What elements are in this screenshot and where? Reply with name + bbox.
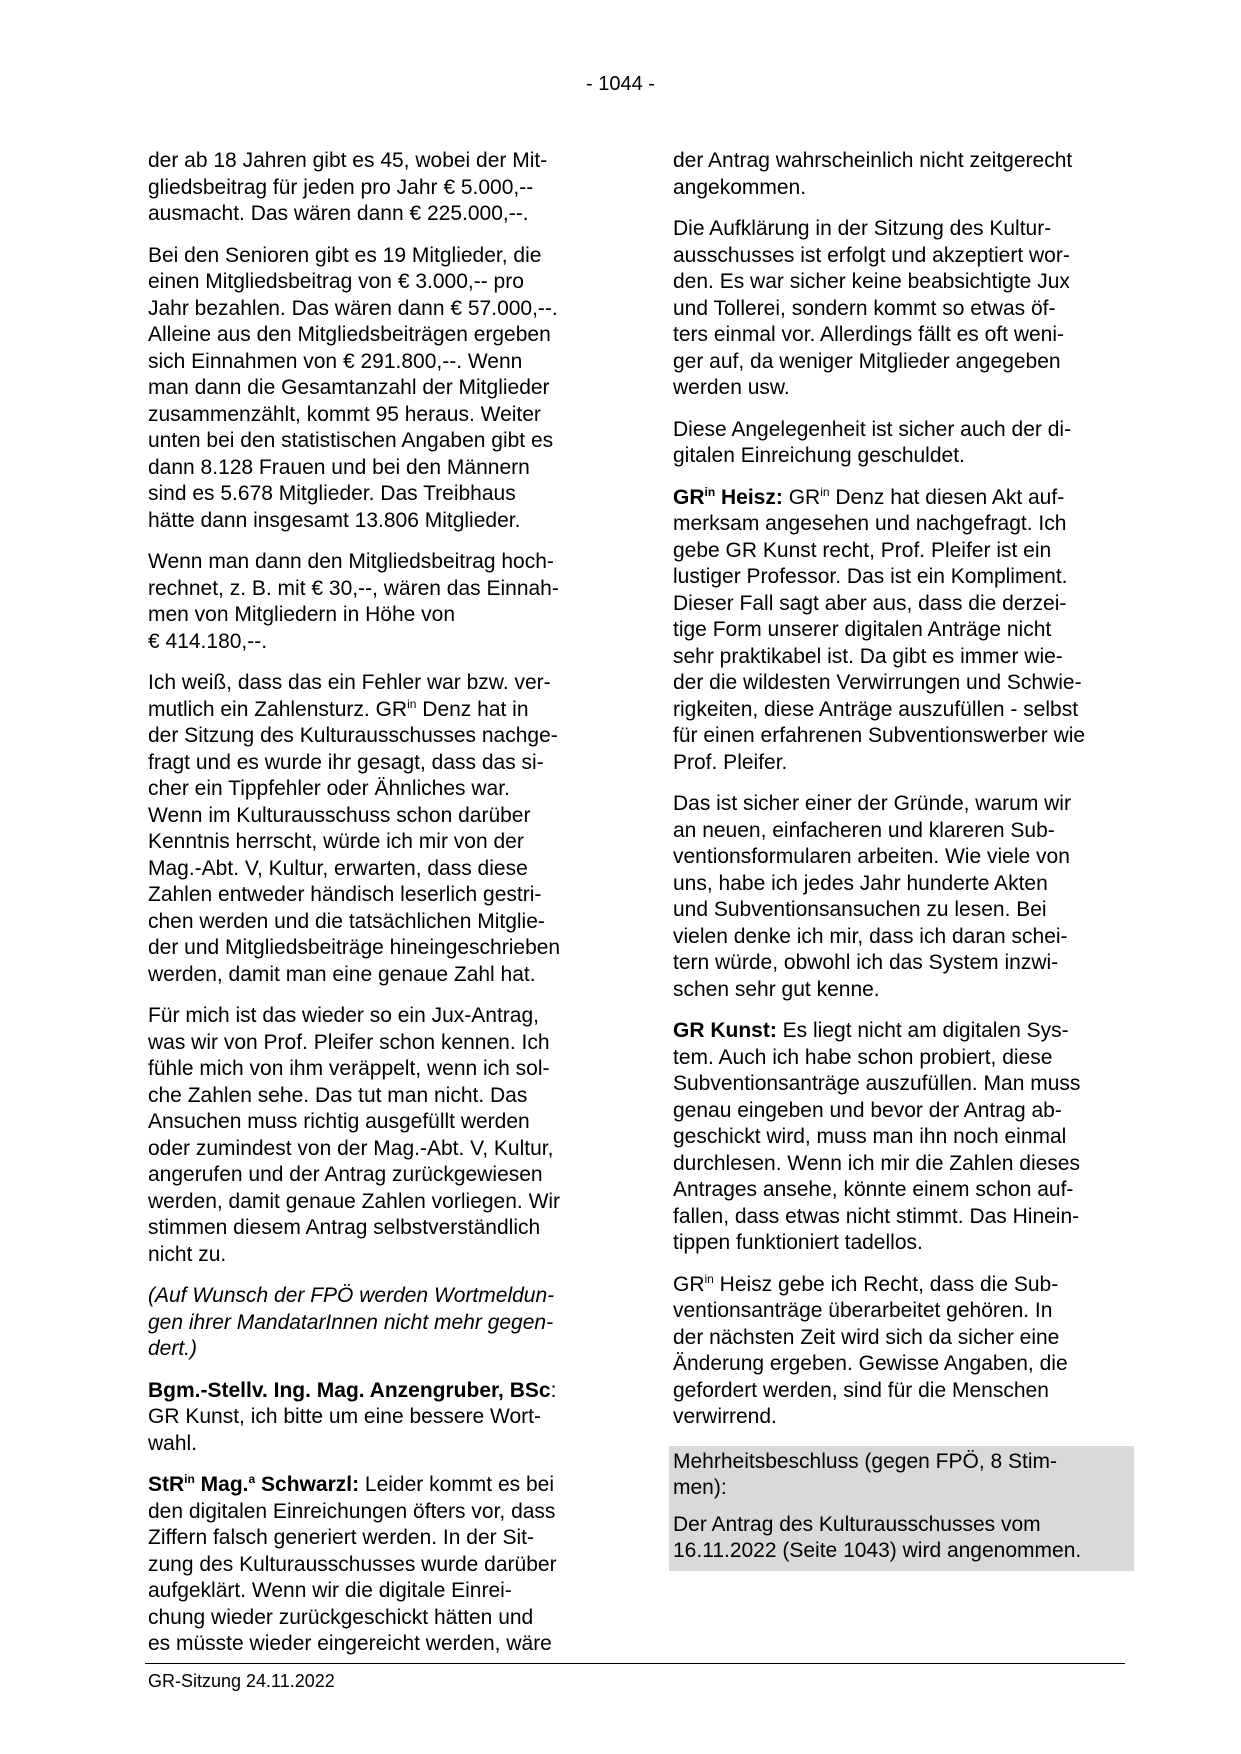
text-line: sich Einnahmen von € 291.800,--. Wenn [148, 349, 523, 373]
text-line: unten bei den statistischen Angaben gibt es [148, 429, 554, 452]
text-line: Wenn man dann den Mitgliedsbeitrag hoch- [148, 550, 554, 573]
text-line: der Sitzung des Kulturausschusses nachge- [148, 724, 558, 747]
text-line: 16.11.2022 (Seite 1043) wird angenommen. [673, 1539, 1082, 1562]
text-line: Ich weiß, dass das ein Fehler war bzw. ver- [148, 671, 551, 694]
text-line: ausmacht. Das wären dann € 225.000,--. [148, 202, 529, 225]
paragraph [673, 417, 1125, 470]
text-line: tem. Auch ich habe schon probiert, diese [673, 1045, 1053, 1069]
text-line: lustiger Professor. Das ist ein Kompliment. [673, 565, 1068, 588]
text-line: was wir von Prof. Pleifer schon kennen. Ich [148, 1030, 550, 1054]
paragraph [673, 1449, 1130, 1502]
text-line: € 414.180,--. [148, 629, 268, 653]
paragraph [673, 1512, 1130, 1565]
text-line: men): [673, 1476, 727, 1499]
text-line: geschickt wird, muss man ihn noch einmal [673, 1125, 1067, 1148]
footer-text: GR-Sitzung 24.11.2022 [148, 1671, 335, 1691]
text-line: chung wieder zurückgeschickt hätten und [148, 1605, 534, 1629]
text-line: es müsste wieder eingereicht werden, wäre [148, 1632, 552, 1655]
text-line: Der Antrag des Kulturausschusses vom [673, 1512, 1041, 1536]
text-line: Mehrheitsbeschluss (gegen FPÖ, 8 Stim- [673, 1449, 1057, 1473]
superscript: in [407, 696, 417, 711]
text-line: an neuen, einfacheren und klareren Sub- [673, 818, 1055, 842]
text-line: gebe GR Kunst recht, Prof. Pleifer ist ein [673, 538, 1052, 562]
text-line: Ansuchen muss richtig ausgefüllt werden [148, 1110, 530, 1133]
text-line: werden, damit man eine genaue Zahl hat. [148, 962, 536, 986]
text-line: mutlich ein Zahlensturz. $GR^{in}$ Denz hat in [148, 696, 529, 721]
text-line: wahl. [148, 1431, 198, 1455]
text-line: Das ist sicher einer der Gründe, warum wir [673, 792, 1071, 815]
text-line: ventionsanträge überarbeitet gehören. In [673, 1299, 1053, 1322]
superscript: in [820, 484, 830, 499]
text-line: durchlesen. Wenn ich mir die Zahlen dieses [673, 1151, 1080, 1175]
text-line: gliedsbeitrag für jeden pro Jahr € 5.000,-- [148, 175, 534, 199]
paragraph [148, 670, 603, 988]
superscript: in [184, 1472, 195, 1486]
text-line: angerufen und der Antrag zurückgewiesen [148, 1163, 543, 1186]
text-line: der und Mitgliedsbeiträge hineingeschrieben [148, 936, 561, 959]
text-line: werden, damit genaue Zahlen vorliegen. Wir [148, 1189, 561, 1213]
text-line: merksam angesehen und nachgefragt. Ich [673, 512, 1067, 535]
paragraph [148, 1472, 603, 1658]
text-line: Jahr bezahlen. Das wären dann € 57.000,--. [148, 296, 558, 320]
text-line: StR$^{in}$ Mag.$^a$ Schwarzl: Leider kommt es bei [148, 1472, 554, 1496]
paragraph [673, 1018, 1125, 1257]
text-line: che Zahlen sehe. Das tut man nicht. Das [148, 1083, 528, 1107]
text-line: Prof. Pleifer. [673, 750, 788, 774]
text-line: Bei den Senioren gibt es 19 Mitglieder, die [148, 243, 542, 267]
text-line: cher ein Tippfehler oder Ähnliches war. [148, 777, 510, 800]
text-line: sind es 5.678 Mitglieder. Das Treibhaus [148, 482, 516, 505]
text-line: Dieser Fall sagt aber aus, dass die derzei- [673, 591, 1067, 615]
left-column [148, 148, 603, 1673]
text-line: gen ihrer MandatarInnen nicht mehr gegen- [148, 1310, 554, 1334]
text-line: $GR^{in}$ Heisz: $GR^{in}$ Denz hat diesen Akt auf- [673, 484, 1065, 509]
text-line: Alleine aus den Mitgliedsbeiträgen ergeben [148, 323, 551, 346]
footer-rule [145, 1663, 1125, 1664]
superscript: in [704, 484, 716, 499]
superscript: in [704, 1271, 714, 1286]
speaker-name: GR Kunst: [673, 1019, 777, 1042]
text-line: Ziffern falsch generiert werden. In der Sit- [148, 1526, 534, 1549]
text-line: und Tollerei, sondern kommt so etwas öf- [673, 296, 1056, 320]
paragraph [148, 1003, 603, 1268]
text-line: genau eingeben und bevor der Antrag ab- [673, 1098, 1062, 1122]
speaker-name: $GR^{in}$ Heisz: [673, 484, 783, 509]
speaker-name: StR$^{in}$ Mag.$^a$ Schwarzl: [148, 1472, 360, 1496]
text-line: Subventionsanträge auszufüllen. Man muss [673, 1072, 1081, 1095]
text-line: tige Form unserer digitalen Anträge nicht [673, 618, 1052, 641]
page-number: - 1044 - [586, 73, 655, 95]
text-line: hätte dann insgesamt 13.806 Mitglieder. [148, 508, 521, 532]
text-line: Mag.-Abt. V, Kultur, erwarten, dass diese [148, 856, 528, 880]
text-line: oder zumindest von der Mag.-Abt. V, Kultur, [148, 1136, 554, 1160]
text-line: gefordert werden, sind für die Menschen [673, 1378, 1049, 1402]
text-line: fühle mich von ihm veräppelt, wenn ich sol- [148, 1057, 550, 1080]
text-line: ausschusses ist erfolgt und akzeptiert wor- [673, 243, 1070, 267]
text-line: der Antrag wahrscheinlich nicht zeitgerecht [673, 149, 1073, 172]
text-line: rechnet, z. B. mit € 30,--, wären das Einnah- [148, 576, 559, 600]
paragraph [673, 148, 1125, 201]
text-line: Diese Angelegenheit ist sicher auch der di- [673, 417, 1072, 441]
text-line: dann 8.128 Frauen und bei den Männern [148, 455, 530, 479]
text-line: der nächsten Zeit wird sich da sicher eine [673, 1325, 1060, 1349]
text-line: man dann die Gesamtanzahl der Mitglieder [148, 376, 550, 399]
text-line: fragt und es wurde ihr gesagt, dass das si- [148, 750, 544, 774]
text-line: GR Kunst, ich bitte um eine bessere Wort- [148, 1405, 541, 1428]
paragraph [148, 243, 603, 535]
text-line: tern würde, obwohl ich das System inzwi- [673, 951, 1059, 974]
text-line: vielen denke ich mir, dass ich daran schei- [673, 924, 1068, 948]
text-line: Änderung ergeben. Gewisse Angaben, die [673, 1352, 1068, 1375]
superscript: a [248, 1472, 256, 1486]
text-line: fallen, dass etwas nicht stimmt. Das Hinein- [673, 1204, 1080, 1228]
paragraph [148, 148, 603, 228]
right-column [673, 148, 1125, 1571]
resolution-box [669, 1446, 1134, 1571]
paragraph [673, 216, 1125, 402]
text-line: der die wildesten Verwirrungen und Schwie- [673, 671, 1082, 694]
text-line: (Auf Wunsch der FPÖ werden Wortmeldun- [148, 1284, 555, 1307]
text-line: aufgeklärt. Wenn wir die digitale Einrei- [148, 1579, 512, 1602]
text-line: tippen funktioniert tadellos. [673, 1231, 923, 1254]
text-line: dert.) [148, 1337, 198, 1360]
paragraph [148, 549, 603, 655]
text-line: zung des Kulturausschusses wurde darüber [148, 1552, 557, 1576]
text-line: und Subventionsansuchen zu lesen. Bei [673, 898, 1047, 921]
text-line: schen sehr gut kenne. [673, 977, 880, 1001]
text-line: ters einmal vor. Allerdings fällt es oft weni- [673, 323, 1065, 346]
text-line: Bgm.-Stellv. Ing. Mag. Anzengruber, BSc: [148, 1378, 557, 1402]
text-line: Die Aufklärung in der Sitzung des Kultur- [673, 217, 1052, 240]
text-line: gitalen Einreichung geschuldet. [673, 444, 965, 467]
text-line: stimmen diesem Antrag selbstverständlich [148, 1216, 541, 1239]
text-line: für einen erfahrenen Subventionswerber wie [673, 724, 1086, 747]
text-line: men von Mitgliedern in Höhe von [148, 603, 456, 626]
paragraph [673, 791, 1125, 1003]
paragraph [148, 1378, 603, 1458]
text-line: uns, habe ich jedes Jahr hunderte Akten [673, 871, 1048, 895]
text-line: zusammenzählt, kommt 95 heraus. Weiter [148, 402, 541, 426]
text-line: GR Kunst: Es liegt nicht am digitalen Sys- [673, 1019, 1069, 1042]
text-line: $GR^{in}$ Heisz gebe ich Recht, dass die Sub- [673, 1271, 1059, 1296]
text-line: Für mich ist das wieder so ein Jux-Antrag, [148, 1004, 539, 1027]
text-line: sehr praktikabel ist. Da gibt es immer wie- [673, 644, 1063, 668]
text-line: der ab 18 Jahren gibt es 45, wobei der Mit- [148, 149, 548, 172]
text-line: chen werden und die tatsächlichen Mitglie- [148, 909, 545, 933]
text-line: ger auf, da weniger Mitglieder angegeben [673, 349, 1061, 373]
text-line: Wenn im Kulturausschuss schon darüber [148, 803, 531, 827]
text-line: Zahlen entweder händisch leserlich gestri- [148, 883, 542, 906]
text-line: nicht zu. [148, 1242, 227, 1266]
text-line: den digitalen Einreichungen öfters vor, dass [148, 1499, 556, 1523]
text-line: einen Mitgliedsbeitrag von € 3.000,-- pro [148, 270, 524, 293]
text-line: rigkeiten, diese Anträge auszufüllen - selbst [673, 697, 1079, 721]
text-line: verwirrend. [673, 1405, 777, 1428]
paragraph [673, 1272, 1125, 1431]
speaker-name: Bgm.-Stellv. Ing. Mag. Anzengruber, BSc [148, 1378, 551, 1402]
text-line: werden usw. [673, 376, 790, 399]
text-line: den. Es war sicher keine beabsichtigte Jux [673, 270, 1070, 293]
text-line: Kenntnis herrscht, würde ich mir von der [148, 830, 524, 853]
text-line: ventionsformularen arbeiten. Wie viele von [673, 845, 1070, 868]
paragraph [673, 485, 1125, 777]
text-line: angekommen. [673, 175, 807, 199]
paragraph [148, 1283, 603, 1363]
text-line: Antrages ansehe, könnte einem schon auf- [673, 1178, 1074, 1201]
